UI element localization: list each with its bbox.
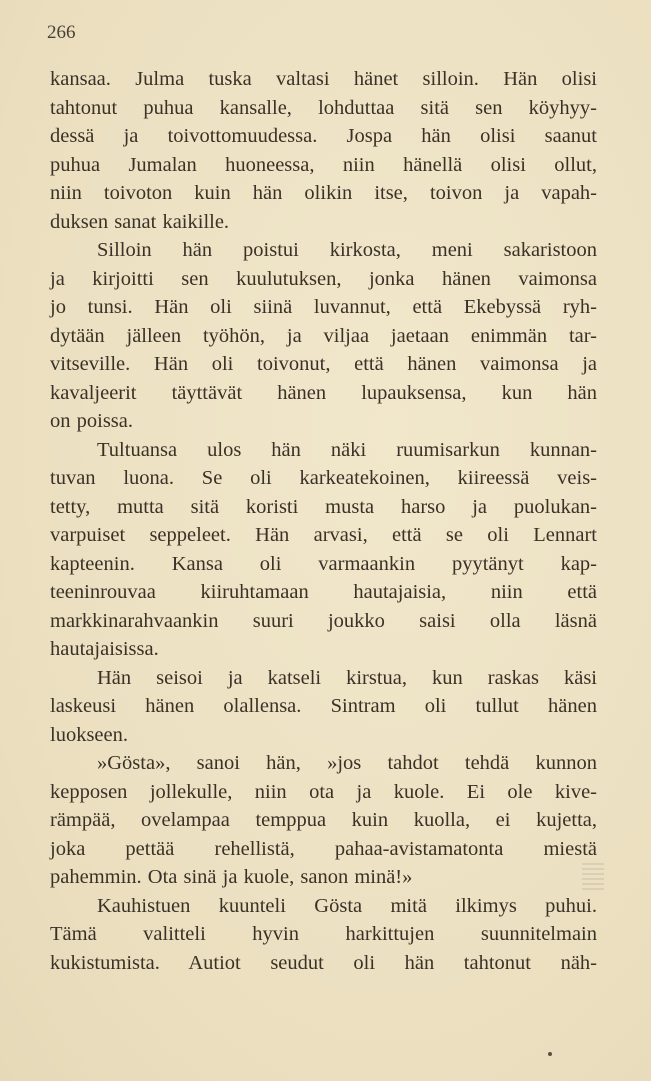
paragraph	[50, 664, 597, 750]
text-line: tahtonut puhua kansalle, lohduttaa sitä sen köyhyy-	[50, 96, 597, 119]
text-line: Silloin hän poistui kirkosta, meni sakaristoon	[97, 239, 597, 261]
paragraph	[50, 236, 597, 436]
text-line: tuvan luona. Se oli karkeatekoinen, kiireessä veis-	[50, 467, 597, 489]
text-line: rämpää, ovelampaa temppua kuin kuolla, ei kujetta,	[50, 809, 597, 831]
text-line: Hän seisoi ja katseli kirstua, kun raskas käsi	[97, 666, 597, 689]
page-number: 266	[47, 22, 76, 43]
text-line: Kauhistuen kuunteli Gösta mitä ilkimys puhui.	[97, 894, 597, 917]
scan-speck	[548, 1052, 552, 1056]
text-line: kavaljeerit täyttävät hänen lupauksensa, kun hän	[50, 381, 597, 404]
text-line: Tultuansa ulos hän näki ruumisarkun kunnan-	[97, 438, 597, 461]
paragraph	[50, 65, 597, 236]
text-line: »Gösta», sanoi hän, »jos tahdot tehdä kunnon	[97, 752, 597, 774]
text-line: pahemmin. Ota sinä ja kuole, sanon minä!»	[50, 866, 413, 888]
text-line: Tämä valitteli hyvin harkittujen suunnitelmain	[50, 923, 597, 945]
paragraph	[50, 892, 597, 978]
text-line: luokseen.	[50, 723, 128, 746]
paragraph	[50, 749, 597, 892]
text-line: markkinarahvaankin suuri joukko saisi olla läsnä	[50, 609, 597, 632]
text-line: kukistumista. Autiot seudut oli hän tahtonut näh-	[50, 951, 597, 974]
paragraph	[50, 436, 597, 664]
text-line: niin toivoton kuin hän olikin itse, toivon ja vapah-	[50, 182, 597, 204]
text-line: jo tunsi. Hän oli siinä luvannut, että Ekebyssä ryh-	[50, 296, 597, 318]
text-line: tetty, mutta sitä koristi musta harso ja puolukan-	[50, 495, 597, 518]
text-line: dessä ja toivottomuudessa. Jospa hän olisi saanut	[50, 125, 597, 147]
text-line: vitseville. Hän oli toivonut, että hänen vaimonsa ja	[50, 353, 597, 375]
text-line: joka pettää rehellistä, pahaa-avistamatonta miestä	[50, 837, 597, 860]
text-line: kepposen jollekulle, niin ota ja kuole. Ei ole kive-	[50, 780, 597, 803]
text-line: ja kirjoitti sen kuulutuksen, jonka hänen vaimonsa	[50, 267, 597, 290]
text-line: dytään jälleen työhön, ja viljaa jaetaan enimmän tar-	[50, 324, 597, 347]
body-text	[50, 65, 597, 977]
text-line: duksen sanat kaikille.	[50, 210, 230, 233]
text-line: kapteenin. Kansa oli varmaankin pyytänyt kap-	[50, 552, 597, 575]
text-line: puhua Jumalan huoneessa, niin hänellä olisi ollut,	[50, 153, 597, 176]
text-line: varpuiset seppeleet. Hän arvasi, että se oli Lennart	[50, 524, 597, 546]
text-line: kansaa. Julma tuska valtasi hänet silloin. Hän olisi	[50, 68, 597, 90]
text-line: on poissa.	[50, 410, 133, 432]
text-line: teeninrouvaa kiiruhtamaan hautajaisia, niin että	[50, 581, 597, 603]
text-line: hautajaisissa.	[50, 638, 159, 660]
text-line: laskeusi hänen olallensa. Sintram oli tullut hänen	[50, 695, 597, 717]
scan-smudge	[582, 862, 604, 890]
